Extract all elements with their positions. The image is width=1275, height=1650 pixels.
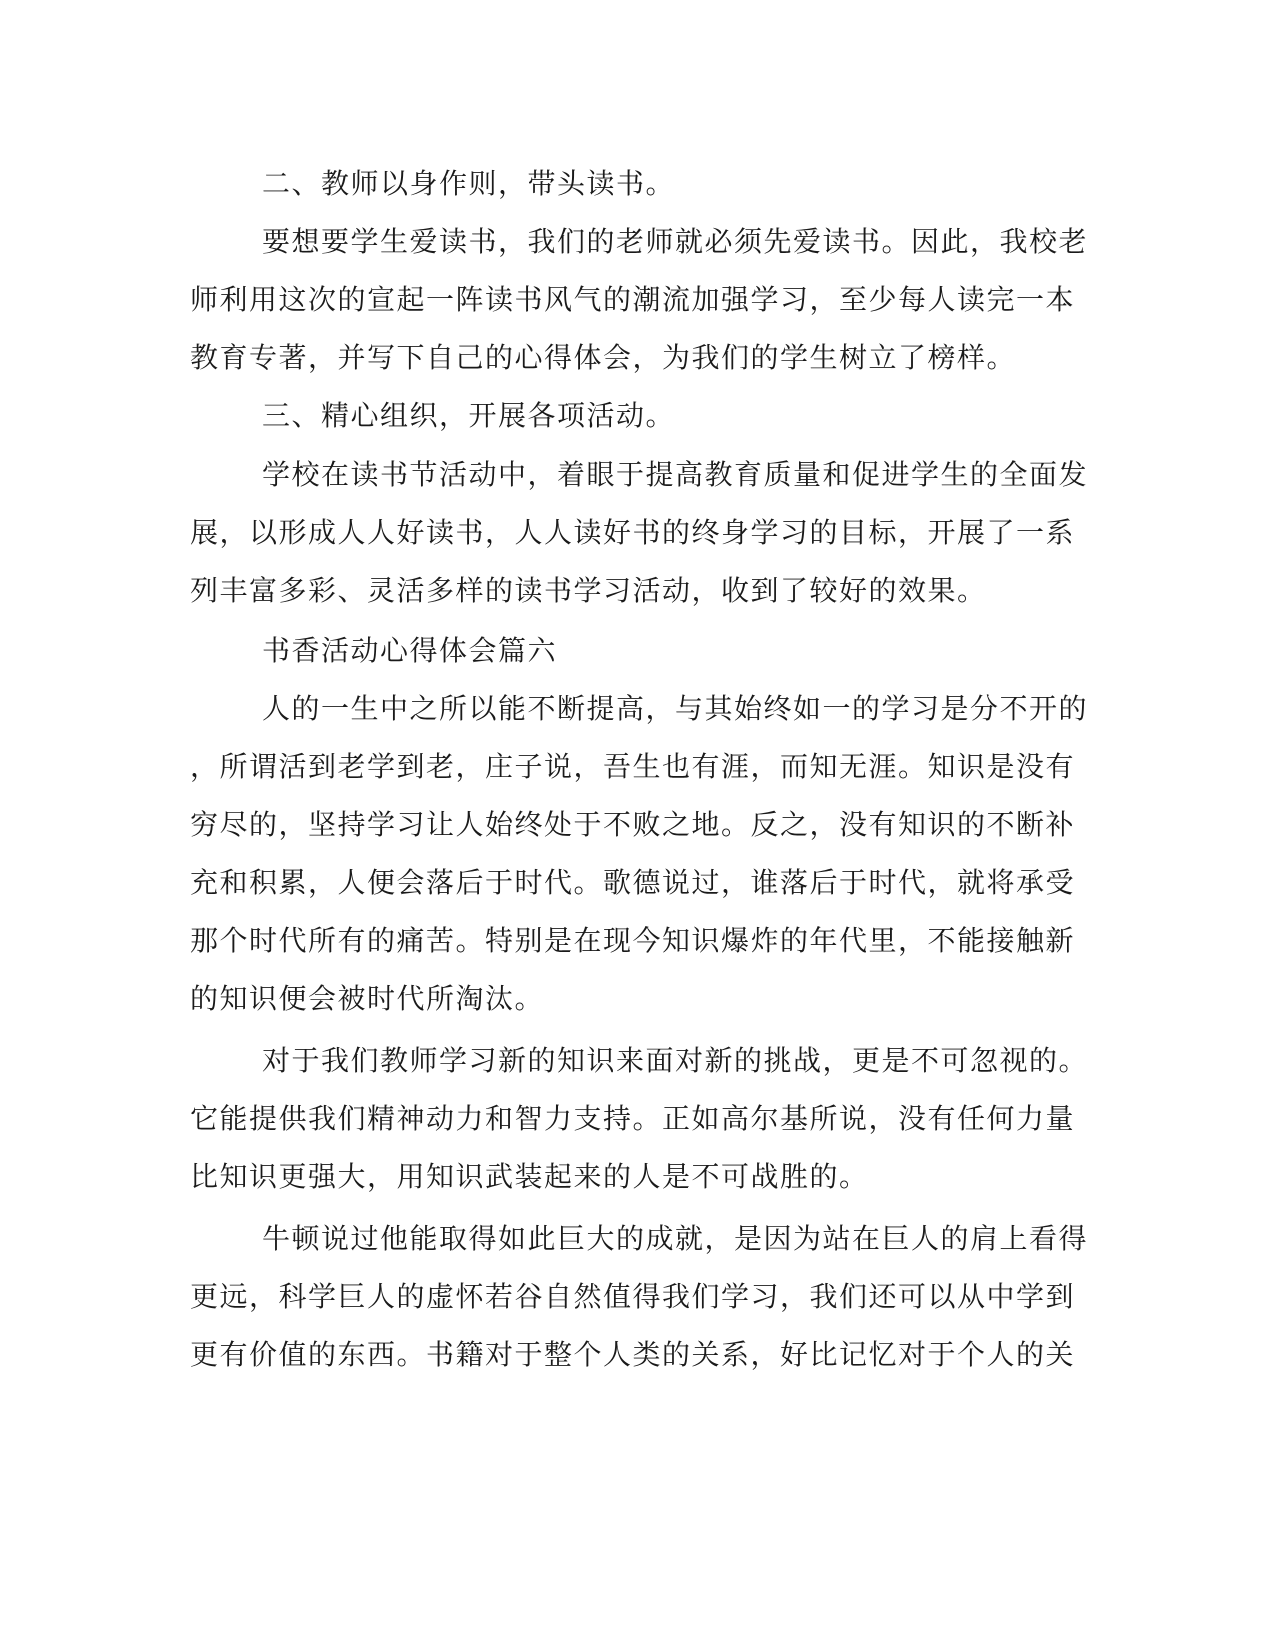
paragraph-line: 列丰富多彩、灵活多样的读书学习活动，收到了较好的效果。	[190, 574, 987, 607]
paragraph-line: 充和积累，人便会落后于时代。歌德说过，谁落后于时代，就将承受	[190, 866, 1076, 899]
section-heading-2: 二、教师以身作则，带头读书。	[262, 167, 676, 200]
paragraph-line: 教育专著，并写下自己的心得体会，为我们的学生树立了榜样。	[190, 341, 1017, 374]
paragraph-line: ，所谓活到老学到老，庄子说，吾生也有涯，而知无涯。知识是没有	[190, 750, 1076, 783]
paragraph-line: 学校在读书节活动中，着眼于提高教育质量和促进学生的全面发	[262, 458, 1089, 491]
paragraph-line: 穷尽的，坚持学习让人始终处于不败之地。反之，没有知识的不断补	[190, 808, 1076, 841]
paragraph-line: 对于我们教师学习新的知识来面对新的挑战，更是不可忽视的。	[262, 1044, 1089, 1077]
paragraph-line: 师利用这次的宣起一阵读书风气的潮流加强学习，至少每人读完一本	[190, 283, 1076, 316]
paragraph-line: 那个时代所有的痛苦。特别是在现今知识爆炸的年代里，不能接触新	[190, 924, 1076, 957]
paragraph-line: 更有价值的东西。书籍对于整个人类的关系，好比记忆对于个人的关	[190, 1338, 1076, 1371]
paragraph-line: 要想要学生爱读书，我们的老师就必须先爱读书。因此，我校老	[262, 225, 1089, 258]
article-title: 书香活动心得体会篇六	[262, 634, 558, 667]
paragraph-line: 牛顿说过他能取得如此巨大的成就，是因为站在巨人的肩上看得	[262, 1222, 1089, 1255]
paragraph-line: 的知识便会被时代所淘汰。	[190, 982, 545, 1015]
paragraph-line: 展，以形成人人好读书，人人读好书的终身学习的目标，开展了一系	[190, 516, 1076, 549]
paragraph-line: 人的一生中之所以能不断提高，与其始终如一的学习是分不开的	[262, 692, 1089, 725]
paragraph-line: 更远，科学巨人的虚怀若谷自然值得我们学习，我们还可以从中学到	[190, 1280, 1076, 1313]
paragraph-line: 比知识更强大，用知识武装起来的人是不可战胜的。	[190, 1160, 869, 1193]
paragraph-line: 它能提供我们精神动力和智力支持。正如高尔基所说，没有任何力量	[190, 1102, 1076, 1135]
section-heading-3: 三、精心组织，开展各项活动。	[262, 399, 676, 432]
